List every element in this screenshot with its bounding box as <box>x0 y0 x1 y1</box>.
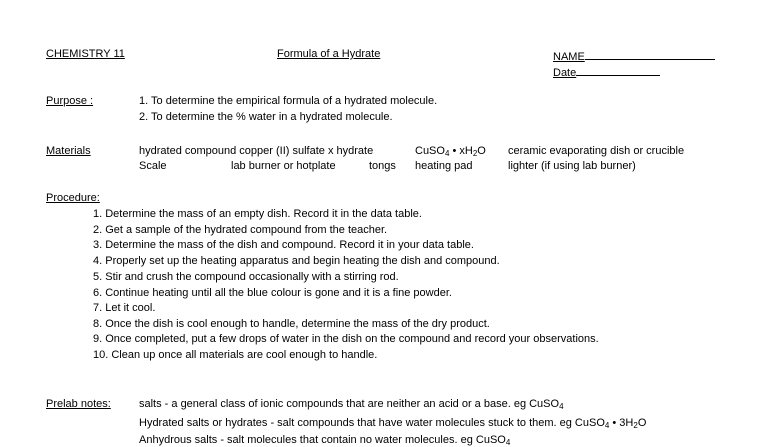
prelab-note: Hydrated salts or hydrates - salt compounds that have water molecules stuck to them. eg CuSO$_4$ • $3H_2O$ <box>139 417 647 430</box>
name-field <box>553 48 715 64</box>
procedure-label: Procedure: <box>46 192 100 204</box>
material-item: lighter (if using lab burner) <box>508 160 636 172</box>
material-item: heating pad <box>415 160 473 172</box>
procedure-step: 9. Once completed, put a few drops of water in the dish on the compound and record your observations. <box>93 333 599 345</box>
procedure-step: 1. Determine the mass of an empty dish. Record it in the data table. <box>93 208 422 220</box>
procedure-step: 7. Let it cool. <box>93 302 156 314</box>
prelab-note: Anhydrous salts - salt molecules that contain no water molecules. eg CuSO$_4$ <box>139 434 511 447</box>
procedure-step: 3. Determine the mass of the dish and compound. Record it in your data table. <box>93 239 474 251</box>
material-item: lab burner or hotplate <box>231 160 336 172</box>
date-label: Date <box>553 67 577 79</box>
purpose-item: 1. To determine the empirical formula of a hydrated molecule. <box>139 95 438 107</box>
material-item: Scale <box>139 160 167 172</box>
procedure-step: 2. Get a sample of the hydrated compound from the teacher. <box>93 224 388 236</box>
prelab-label: Prelab notes: <box>46 398 111 410</box>
procedure-step: 5. Stir and crush the compound occasionally with a stirring rod. <box>93 271 399 283</box>
purpose-item: 2. To determine the % water in a hydrated molecule. <box>139 111 393 123</box>
course-title: CHEMISTRY 11 <box>46 48 125 60</box>
procedure-step: 4. Properly set up the heating apparatus and begin heating the dish and compound. <box>93 255 500 267</box>
name-blank <box>585 48 715 60</box>
material-formula: CuSO$_4$ • $xH_2O$ <box>415 145 486 158</box>
prelab-note: salts - a general class of ionic compounds that are neither an acid or a base. eg CuSO$_4$ <box>139 398 564 411</box>
materials-label: Materials <box>46 145 91 157</box>
material-item: ceramic evaporating dish or crucible <box>508 145 685 157</box>
procedure-step: 8. Once the dish is cool enough to handle, determine the mass of the dry product. <box>93 318 490 330</box>
procedure-step: 6. Continue heating until all the blue colour is gone and it is a fine powder. <box>93 287 452 299</box>
date-field <box>553 64 660 80</box>
material-item: hydrated compound copper (II) sulfate x hydrate <box>139 145 374 157</box>
name-label: NAME <box>553 51 585 63</box>
purpose-label: Purpose : <box>46 95 94 107</box>
page-title: Formula of a Hydrate <box>277 48 381 60</box>
procedure-step: 10. Clean up once all materials are cool enough to handle. <box>93 349 378 361</box>
date-blank <box>576 64 660 76</box>
material-item: tongs <box>369 160 396 172</box>
